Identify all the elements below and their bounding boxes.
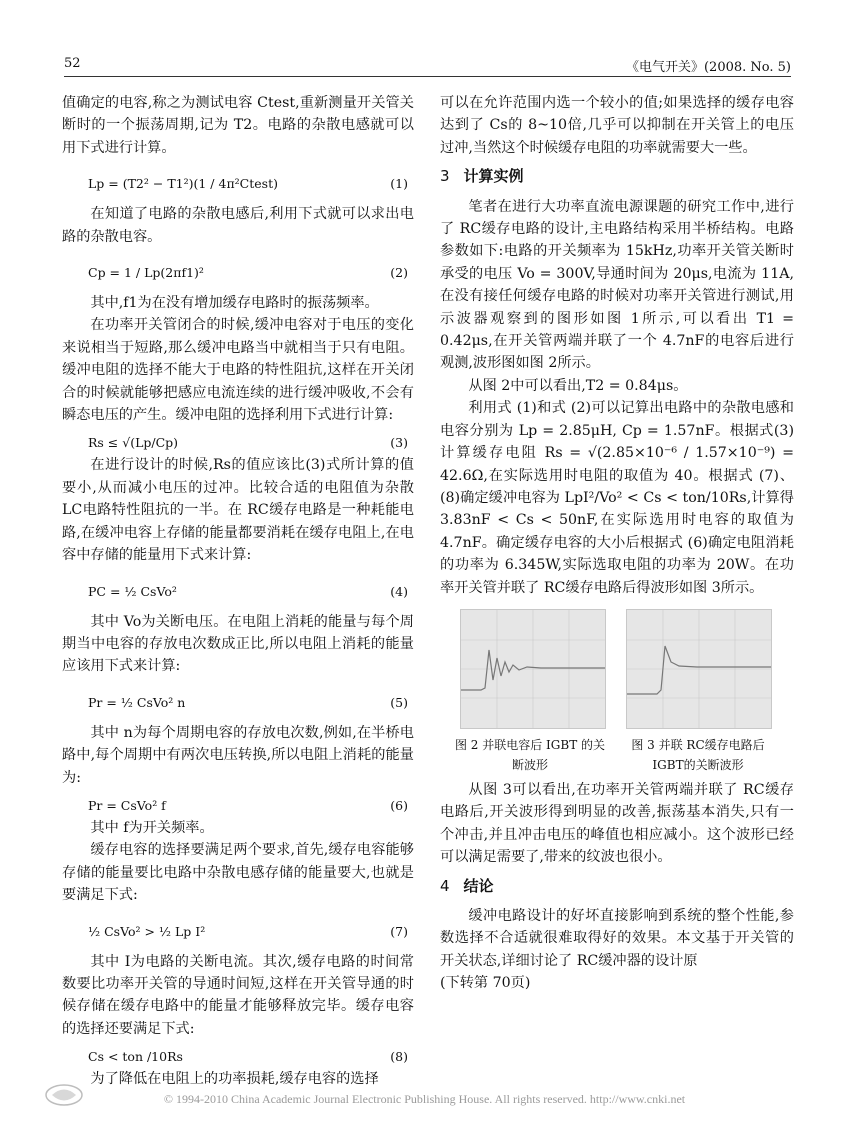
equation-6 [62,791,414,815]
equation-formula: Cs < ton /10Rs [88,1049,183,1065]
equation-number: (1) [390,176,408,192]
equation-number: (6) [390,797,408,813]
page-header [64,56,791,77]
figure-2-caption: 图 2 并联电容后 IGBT 的关断波形 [454,737,606,772]
paragraph: 在知道了电路的杂散电感后,利用下式就可以求出电路的杂散电容。 [62,206,414,245]
paragraph: 其中,f1为在没有增加缓存电路时的振荡频率。 [90,295,379,312]
paragraph: 从图 3可以看出,在功率开关管两端并联了 RC缓存电路后,开关波形得到明显的改善,振荡基本消失,只有一个冲击,并且冲击电压的峰值也相应减小。这个波形已经可以满足需要了,带来的纹波也很小。 [440,781,794,866]
journal-name: 《电气开关》(2008. No. 5) [625,60,791,75]
equation-8 [62,1042,414,1066]
paragraph: 值确定的电容,称之为测试电容 Ctest,重新测量开关管关断时的一个振荡周期,记为 T2。电路的杂散电感就可以用下式进行计算。 [62,95,414,156]
equation-1 [62,161,414,201]
continued-note: (下转第 70页) [440,975,531,992]
section-number: 4 [440,876,450,895]
figures [440,609,794,729]
figure-captions [440,735,794,779]
equation-formula: ½ CsVo² > ½ Lp I² [88,923,206,939]
left-column [62,92,414,1091]
equation-number: (7) [390,923,408,939]
equation-number: (2) [390,265,408,281]
section-title: 结论 [463,876,494,895]
equation-4 [62,569,414,609]
equation-3 [62,428,414,452]
paragraph: 利用式 (1)和式 (2)可以记算出电路中的杂散电感和电容分别为 Lp = 2.85μH, Cp = 1.57nF。根据式(3)计算缓存电阻 Rs = √(2.85×10⁻⁶ / 1.57×10⁻⁹) = 42.6Ω,在实际选用时电阻的取值为 40。根据式 (7)、(8)确定缓冲电容为 LpI²/Vo² < Cs < ton/10Rs,计算得 3.83nF < Cs < 50nF,在实际选用时电容的取值为 4.7nF。确定缓存电容的大小后根据式 (6)确定电阻消耗的功率为 6.345W,实际选取电阻的功率为 20W。在功率开关管并联了 RC缓存电路后得波形如图 3所示。 [440,400,794,596]
copyright-footer: © 1994-2010 China Academic Journal Electronic Publishing House. All rights reserved. http://www.cnki.net [163,1092,686,1106]
equation-number: (5) [390,694,408,710]
paragraph: 其中 I为电路的关断电流。其次,缓存电路的时间常数要比功率开关管的导通时间短,这样在开关管导通的时候存储在缓存电路中的能量才能够释放完毕。缓存电容的选择还要满足下式: [62,953,414,1037]
equation-number: (3) [390,435,408,451]
paragraph: 可以在允许范围内选一个较小的值;如果选择的缓存电容达到了 Cs的 8~10倍,几乎可以抑制在开关管上的电压过冲,当然这个时候缓存电阻的功率就需要大一些。 [440,95,794,156]
equation-formula: Rs ≤ √(Lp/Cp) [88,435,179,451]
figure-2-waveform [460,609,606,729]
paragraph: 在功率开关管闭合的时候,缓冲电容对于电压的变化来说相当于短路,那么缓冲电路当中就相当于只有电阻。缓冲电阻的选择不能大于电路的特性阻抗,这样在开关闭合的时候就能够把感应电流连续的进行缓冲吸收,不会有瞬态电压的产生。缓冲电阻的选择利用下式进行计算: [62,317,414,424]
section-heading-3 [440,165,794,187]
section-title: 计算实例 [463,167,524,186]
equation-formula: Pr = CsVo² f [88,797,166,813]
equation-formula: Pr = ½ CsVo² n [88,694,186,710]
paragraph: 笔者在进行大功率直流电源课题的研究工作中,进行了 RC缓存电路的设计,主电路结构采用半桥结构。电路参数如下:电路的开关频率为 15kHz,功率开关管关断时承受的电压 Vo = 300V,导通时间为 20μs,电流为 11A,在没有接任何缓存电路的时候对功率开关管进行测试,用示波器观察到的图形如图 1所示,可以看出 T1 = 0.42μs,在开关管两端并联了一个 4.7nF的电容后进行观测,波形图如图 2所示。 [440,198,794,372]
equation-formula: Cp = 1 / Lp(2πf1)² [88,265,204,281]
equation-number: (4) [390,583,408,599]
section-number: 3 [440,167,450,186]
right-column [440,92,794,995]
paragraph: 缓冲电路设计的好坏直接影响到系统的整个性能,参数选择不合适就很难取得好的效果。本文基于开关管的开关状态,详细讨论了 RC缓冲器的设计原 [440,907,794,969]
equation-formula: PC = ½ CsVo² [88,583,177,599]
equation-formula: Lp = (T2² − T1²)(1 / 4π²Ctest) [88,176,278,192]
equation-2 [62,250,414,290]
equation-7 [62,909,414,949]
section-heading-4 [440,875,794,897]
paragraph: 其中 Vo为关断电压。在电阻上消耗的能量与每个周期当中电容的存放电次数成正比,所以电阻上消耗的能量应该用下式来计算: [62,613,414,675]
equation-5 [62,680,414,720]
paragraph: 从图 2中可以看出,T2 = 0.84μs。 [468,377,688,394]
paragraph: 其中 n为每个周期电容的存放电次数,例如,在半桥电路中,每个周期中有两次电压转换,所以电阻上消耗的能量为: [62,724,414,786]
page-number: 52 [64,56,81,71]
paragraph: 为了降低在电阻上的功率损耗,缓存电容的选择 [90,1071,379,1088]
paragraph: 其中 f为开关频率。 [90,819,214,836]
paragraph: 在进行设计的时候,Rs的值应该比(3)式所计算的值要小,从而减小电压的过冲。比较合适的电阻值为杂散 LC电路特性阻抗的一半。在 RC缓存电路是一种耗能电路,在缓冲电容上存储的能量都要消耗在缓存电阻上,在电容中存储的能量用下式来计算: [62,457,414,564]
paragraph: 缓存电容的选择要满足两个要求,首先,缓存电容能够存储的能量要比电路中杂散电感存储的能量要大,也就是要满足下式: [62,842,414,904]
figure-3-caption: 图 3 并联 RC缓存电路后 IGBT的关断波形 [631,737,765,772]
equation-number: (8) [390,1049,408,1065]
figure-3-waveform [626,609,772,729]
